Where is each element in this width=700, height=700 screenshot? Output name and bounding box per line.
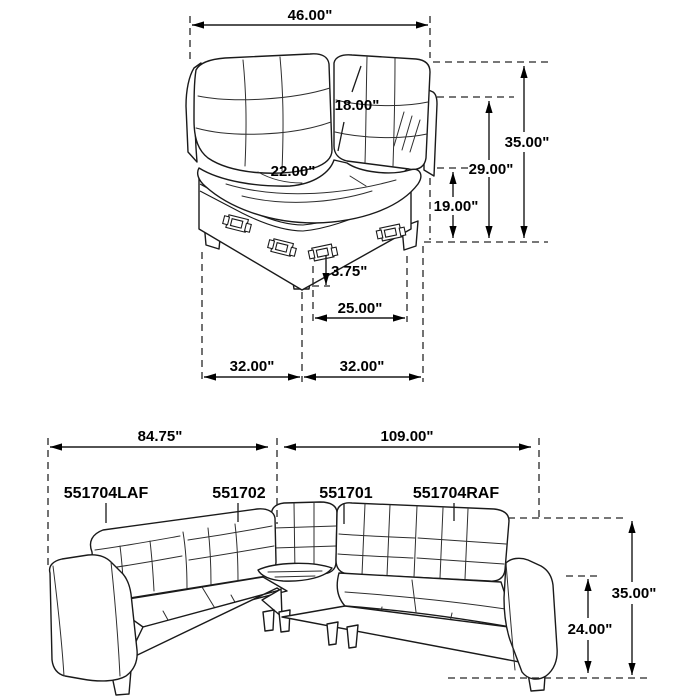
sectional-leg	[327, 622, 338, 645]
corner-unit-diagram	[186, 7, 549, 382]
sectional-leg	[347, 625, 358, 648]
sectional-sofa-drawing	[50, 502, 558, 695]
part-label-laf: 551704LAF	[63, 485, 149, 502]
dim-arm-height-label: 24.00"	[567, 621, 613, 638]
dim-back-height-label: 29.00"	[468, 161, 514, 178]
dim-sectional-height-label: 35.00"	[611, 585, 657, 602]
sectional-leg	[279, 610, 290, 632]
dim-right-side-width-label: 32.00"	[339, 358, 385, 375]
part-label-raf: 551704RAF	[412, 485, 500, 502]
dim-back-cushion-label: 18.00"	[334, 97, 380, 114]
dim-left-length-label: 84.75"	[137, 428, 183, 445]
dim-inner-front-width-label: 25.00"	[337, 300, 383, 317]
dim-heights-right	[424, 62, 549, 242]
sectional-leg	[263, 610, 274, 631]
dim-width-total-label: 46.00"	[287, 7, 333, 24]
dim-width-total	[190, 7, 430, 60]
dim-seat-height-label: 19.00"	[433, 198, 479, 215]
dim-right-length-label: 109.00"	[380, 428, 434, 445]
dim-height-total-label: 35.00"	[504, 134, 550, 151]
dim-seat-depth-label: 22.00"	[270, 163, 316, 180]
sectional-diagram	[48, 428, 656, 695]
part-label-armless-right: 551701	[319, 485, 373, 502]
dim-leg-height-label: 3.75"	[331, 263, 368, 280]
corner-back-cushion-left	[194, 54, 332, 173]
part-label-armless-left: 551702	[212, 485, 266, 502]
dim-left-side-width-label: 32.00"	[229, 358, 275, 375]
